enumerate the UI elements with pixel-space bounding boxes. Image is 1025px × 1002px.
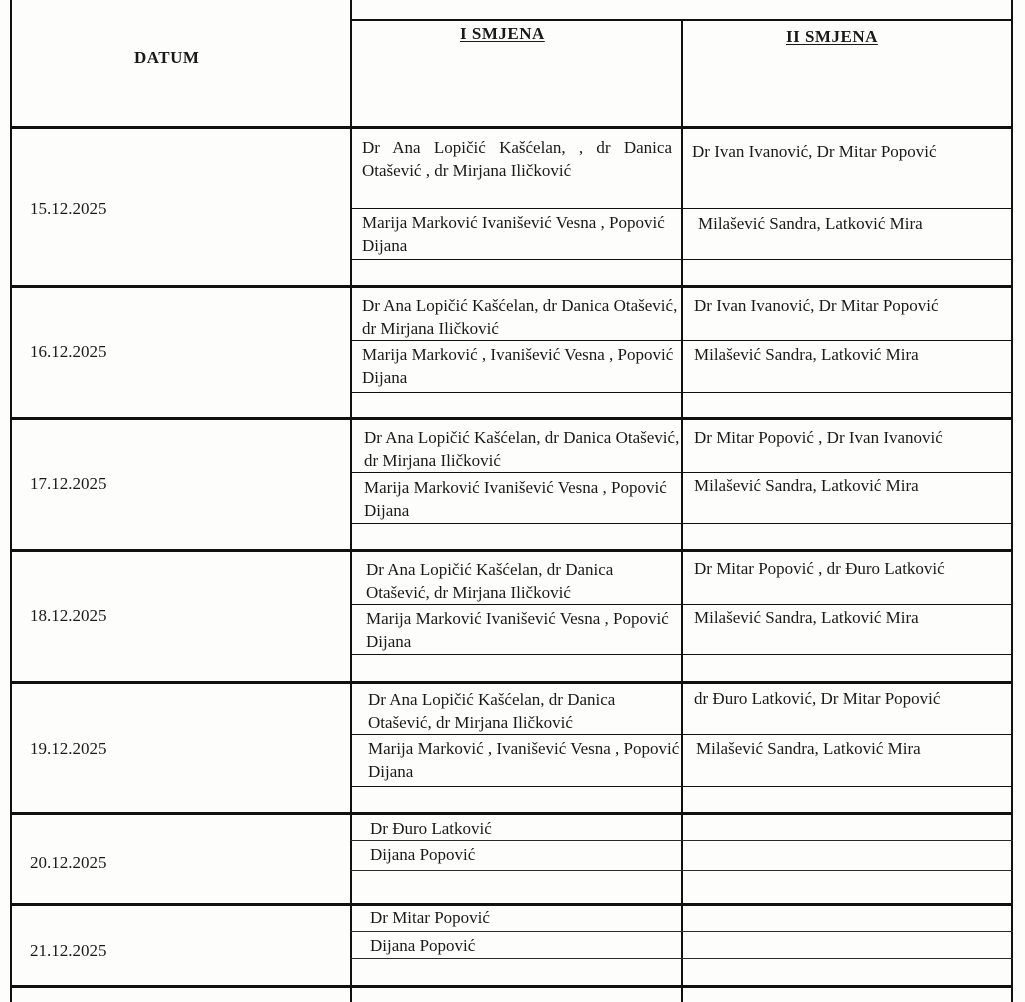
shift2-header: II SMJENA	[786, 27, 878, 46]
row1-divider-a	[350, 208, 1013, 209]
row4-shift2-doctors: Dr Mitar Popović , dr Đuro Latković	[694, 559, 945, 578]
row7-date: 21.12.2025	[30, 941, 107, 960]
row7-bottom-rule	[10, 985, 1013, 988]
datum-header: DATUM	[134, 48, 200, 67]
row2-date: 16.12.2025	[30, 342, 107, 361]
row5-divider-b	[350, 786, 1013, 787]
row4-date: 18.12.2025	[30, 606, 107, 625]
row5-shift1-nurses: Marija Marković , Ivanišević Vesna , Popović Dijana	[368, 739, 680, 781]
row2-shift1-nurses: Marija Marković , Ivanišević Vesna , Popović Dijana	[362, 345, 674, 387]
row6-divider-b	[350, 870, 1013, 871]
row6-bottom-rule	[10, 903, 1013, 906]
row4-shift2-nurses: Milašević Sandra, Latković Mira	[694, 608, 919, 627]
row7-divider-b	[350, 958, 1013, 959]
shift1-header: I SMJENA	[460, 24, 545, 43]
row1-shift1-doctors: Dr Ana Lopičić Kašćelan, , dr Danica Otašević , dr Mirjana Iličković	[362, 138, 672, 180]
table-border-left	[10, 0, 12, 1002]
row4-shift1-doctors: Dr Ana Lopičić Kašćelan, dr Danica Otašević, dr Mirjana Iličković	[366, 560, 614, 602]
row2-shift2-doctors: Dr Ivan Ivanović, Dr Mitar Popović	[694, 296, 939, 315]
row2-divider-b	[350, 392, 1013, 393]
row5-bottom-rule	[10, 812, 1013, 815]
row7-shift1-nurses: Dijana Popović	[370, 936, 476, 955]
row2-shift2-nurses: Milašević Sandra, Latković Mira	[694, 345, 919, 364]
row5-shift2-nurses: Milašević Sandra, Latković Mira	[696, 739, 921, 758]
row6-shift1-nurses: Dijana Popović	[370, 845, 476, 864]
row3-shift1-doctors: Dr Ana Lopičić Kašćelan, dr Danica Otašević, dr Mirjana Iličković	[364, 428, 680, 470]
row2-shift1-doctors: Dr Ana Lopičić Kašćelan, dr Danica Otašević, dr Mirjana Iličković	[362, 296, 678, 338]
row3-shift2-doctors: Dr Mitar Popović , Dr Ivan Ivanović	[694, 428, 943, 447]
row1-shift2-nurses: Milašević Sandra, Latković Mira	[698, 214, 923, 233]
row2-divider-a	[350, 340, 1013, 341]
row1-shift2-doctors: Dr Ivan Ivanović, Dr Mitar Popović	[692, 142, 937, 161]
row5-divider-a	[350, 734, 1013, 735]
row4-bottom-rule	[10, 681, 1013, 684]
row1-bottom-rule	[10, 285, 1013, 288]
row3-date: 17.12.2025	[30, 474, 107, 493]
row3-divider-b	[350, 523, 1013, 524]
row3-divider-a	[350, 472, 1013, 473]
row2-bottom-rule	[10, 417, 1013, 420]
row7-divider-a	[350, 931, 1013, 932]
row5-date: 19.12.2025	[30, 739, 107, 758]
row3-shift2-nurses: Milašević Sandra, Latković Mira	[694, 476, 919, 495]
row5-shift1-doctors: Dr Ana Lopičić Kašćelan, dr Danica Otašević, dr Mirjana Iličković	[368, 690, 616, 732]
row3-bottom-rule	[10, 549, 1013, 552]
table-border-shift-divider	[681, 20, 683, 1002]
row4-divider-a	[350, 604, 1013, 605]
row3-shift1-nurses: Marija Marković Ivanišević Vesna , Popović Dijana	[364, 478, 667, 520]
row5-shift2-doctors: dr Đuro Latković, Dr Mitar Popović	[694, 689, 941, 708]
row1-divider-b	[350, 259, 1013, 260]
header-bottom-rule	[10, 126, 1013, 129]
row7-shift1-doctors: Dr Mitar Popović	[370, 908, 490, 927]
table-border-datum-right	[350, 0, 352, 1002]
row1-shift1-nurses: Marija Marković Ivanišević Vesna , Popović Dijana	[362, 213, 665, 255]
row6-divider-a	[350, 840, 1013, 841]
row4-shift1-nurses: Marija Marković Ivanišević Vesna , Popović Dijana	[366, 609, 669, 651]
table-border-right	[1011, 0, 1013, 1002]
row1-date: 15.12.2025	[30, 199, 107, 218]
row4-divider-b	[350, 654, 1013, 655]
row6-shift1-doctors: Dr Đuro Latković	[370, 819, 492, 838]
row6-date: 20.12.2025	[30, 853, 107, 872]
header-top-rule	[350, 19, 1013, 21]
